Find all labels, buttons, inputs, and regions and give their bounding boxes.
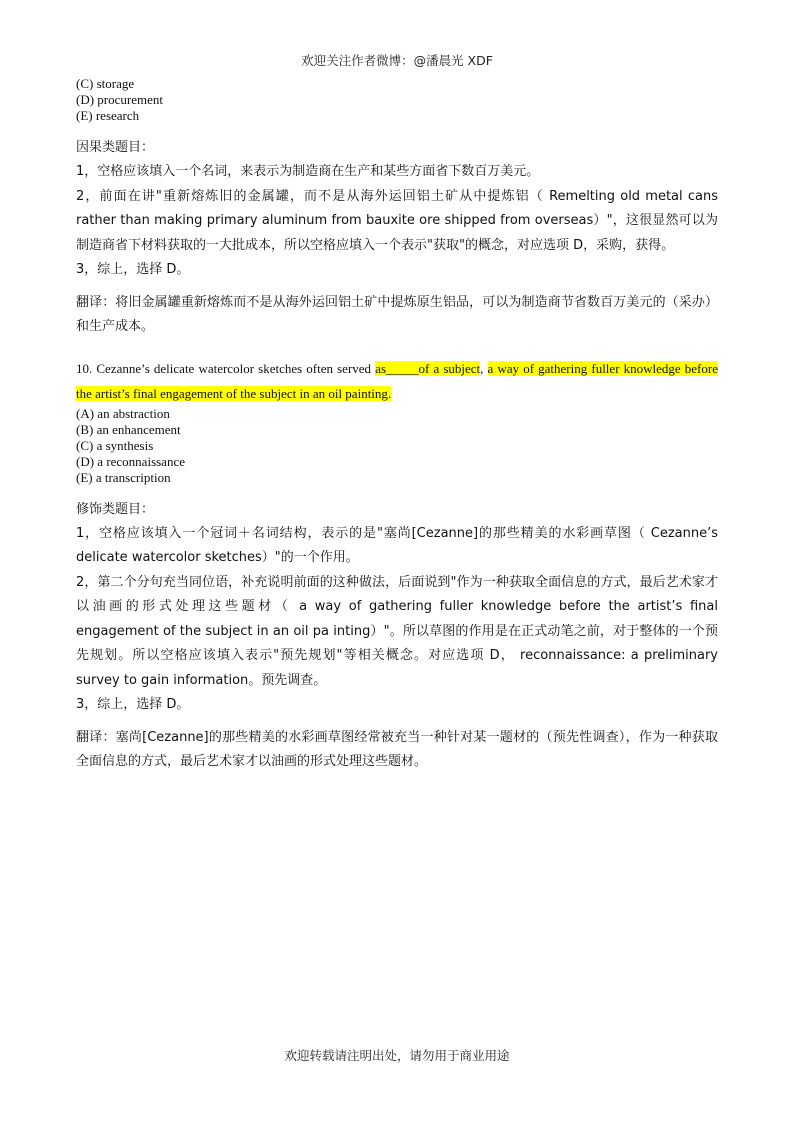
analysis-point-2: 2，第二个分句充当同位语，补充说明前面的这种做法，后面说到"作为一种获取全面信息的方式，最后艺术家才以油画的形式处理这些题材（ a way of gathering fuller knowledge before the artist’s final engagement of the subject in an oil pa inting）"。所以草图的作用是在正式动笔之前，对于整体的一个预先规划。所以空格应该填入表示"预先规划"等相关概念。对应选项 D， reconnaissance: a preliminary survey to gain information。预先调查。 xyxy=(76,574,718,688)
translation: 翻译：将旧金属罐重新熔炼而不是从海外运回铝土矿中提炼原生铝品，可以为制造商节省数百万美元的（采办）和生产成本。 xyxy=(76,294,718,334)
option-b: (B) an enhancement xyxy=(76,421,181,437)
highlighted-blank-phrase: as_____of a subject xyxy=(375,360,481,376)
option-d: (D) a reconnaissance xyxy=(76,453,185,469)
prev-options-list xyxy=(76,76,718,124)
highlighted-appositive: a way of gathering fuller knowledge before the artist’s final engagement of the subject in an oil painting. xyxy=(76,360,718,401)
option-a: (A) an abstraction xyxy=(76,405,170,421)
analysis-point-3: 3，综上，选择 D。 xyxy=(76,697,190,712)
option-e: (E) research xyxy=(76,108,140,123)
page-body xyxy=(76,76,718,775)
option-d: (D) procurement xyxy=(76,92,163,107)
question-stem-separator: , xyxy=(480,360,488,376)
analysis-point-1: 1，空格应该填入一个冠词＋名词结构，表示的是"塞尚[Cezanne]的那些精美的水彩画草图（ Cezanne’s delicate watercolor sketches）"的一个作用。 xyxy=(76,525,718,565)
question-stem-lead: 10. Cezanne’s delicate watercolor sketches often served xyxy=(76,360,376,376)
option-e: (E) a transcription xyxy=(76,469,171,485)
translation: 翻译：塞尚[Cezanne]的那些精美的水彩画草图经常被充当一种针对某一题材的（预先性调查），作为一种获取全面信息的方式，最后艺术家才以油画的形式处理这些题材。 xyxy=(76,729,718,769)
analysis-point-3: 3，综上，选择 D。 xyxy=(76,262,190,277)
modifier-section xyxy=(76,498,718,775)
cause-section xyxy=(76,136,718,340)
option-c: (C) a synthesis xyxy=(76,437,154,453)
question-10 xyxy=(76,356,718,486)
question-stem xyxy=(76,356,718,406)
section-title: 因果类题目： xyxy=(76,140,155,155)
page-header: 欢迎关注作者微博：@潘晨光 XDF xyxy=(301,53,493,68)
analysis-point-1: 1，空格应该填入一个名词，来表示为制造商在生产和某些方面省下数百万美元。 xyxy=(76,164,540,179)
analysis-point-2: 2，前面在讲"重新熔炼旧的金属罐，而不是从海外运回铝土矿从中提炼铝（ Remelting old metal cans rather than making primary aluminum from bauxite ore shipped from overseas）"，这很显然可以为制造商省下材料获取的一大批成本，所以空格应填入一个表示"获取"的概念，对应选项 D，采购，获得。 xyxy=(76,188,718,253)
page-footer: 欢迎转载请注明出处，请勿用于商业用途 xyxy=(284,1048,510,1063)
section-title: 修饰类题目： xyxy=(76,501,155,517)
option-c: (C) storage xyxy=(76,76,135,91)
